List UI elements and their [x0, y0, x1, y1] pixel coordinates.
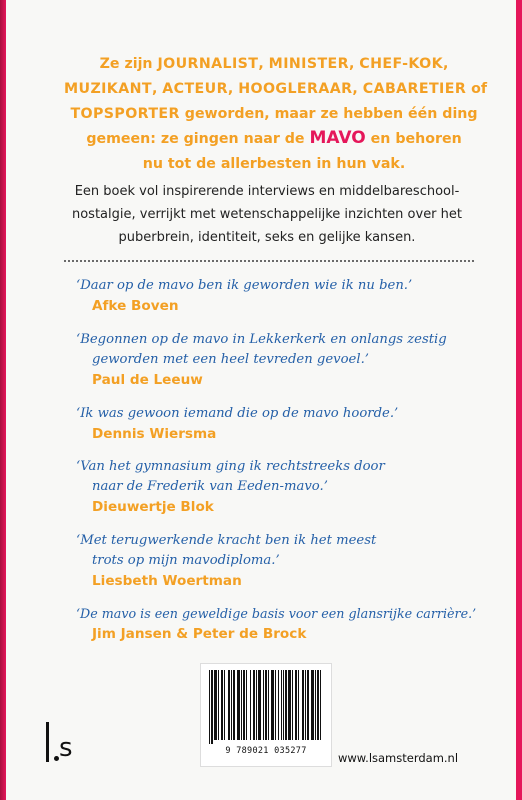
quote-block — [76, 276, 496, 316]
profession-chef-kok: CHEF-KOK — [359, 56, 444, 72]
separator: , — [151, 80, 163, 97]
quote-text: ‘Met terugwerkende kracht ben ik het meest — [76, 533, 377, 548]
quote-text: geworden met een heel tevreden gevoel.’ — [92, 352, 369, 367]
barcode-bars — [207, 670, 325, 744]
dotted-divider — [64, 260, 474, 262]
quote-block — [76, 457, 496, 517]
quote-text: ‘Van het gymnasium ging ik rechtstreeks door — [76, 459, 385, 474]
quote-text: trots op mijn mavodiploma.’ — [92, 553, 280, 568]
quote-author: Afke Boven — [92, 298, 179, 314]
profession-acteur: ACTEUR — [162, 80, 228, 97]
intro-line-1 — [64, 52, 484, 77]
intro-line-2 — [64, 77, 487, 102]
profession-journalist: JOURNALIST — [157, 56, 259, 72]
quote-block — [76, 330, 496, 390]
quote-text: ‘Ik was gewoon iemand die op de mavo hoorde.’ — [76, 406, 399, 421]
intro-text: geworden, maar ze hebben één ding — [179, 105, 478, 122]
quote-block — [76, 604, 496, 644]
intro-line-4 — [64, 126, 484, 152]
separator: , — [352, 80, 363, 97]
publisher-website: www.lsamsterdam.nl — [338, 751, 459, 765]
profession-hoogleraar: HOOGLERAAR — [238, 80, 353, 97]
publisher-logo — [38, 718, 78, 768]
intro-text: Ze zijn — [99, 56, 158, 72]
intro-line-3 — [64, 102, 484, 127]
quote-author: Liesbeth Woertman — [92, 573, 242, 589]
profession-topsporter: TOPSPORTER — [70, 105, 180, 122]
isbn-number: 9 789021 035277 — [225, 746, 307, 756]
book-description — [46, 180, 488, 249]
quote-text: ‘Begonnen op de mavo in Lekkerkerk en onlangs zestig — [76, 332, 447, 347]
profession-muzikant: MUZIKANT — [64, 80, 152, 97]
quote-text: ‘Daar op de mavo ben ik geworden wie ik nu ben.’ — [76, 278, 413, 293]
quote-author: Paul de Leeuw — [92, 372, 203, 388]
separator: , — [258, 56, 269, 72]
intro-text: en behoren — [365, 131, 462, 148]
intro-blurb — [64, 52, 487, 177]
quote-author: Dennis Wiersma — [92, 426, 217, 442]
separator: , — [227, 80, 239, 97]
description-line: puberbrein, identiteit, seks en gelijke kansen. — [118, 230, 416, 245]
profession-minister: MINISTER — [268, 56, 349, 72]
profession-cabaretier: CABARETIER — [362, 80, 467, 97]
separator: , — [348, 56, 360, 72]
intro-text: gemeen: ze gingen naar de — [86, 131, 310, 148]
mavo-highlight: MAVO — [309, 128, 366, 149]
quote-text: naar de Frederik van Eeden-mavo.’ — [92, 479, 328, 494]
separator: , — [443, 56, 449, 72]
description-line: nostalgie, verrijkt met wetenschappelijke inzichten over het — [71, 207, 462, 222]
logo-letter: s — [59, 733, 73, 763]
intro-line-5: nu tot de allerbesten in hun vak. — [142, 156, 406, 173]
quote-block — [76, 404, 496, 444]
intro-text: of — [466, 80, 487, 97]
barcode — [200, 663, 332, 767]
quote-block — [76, 531, 496, 591]
logo-bar — [46, 722, 49, 762]
quote-author: Dieuwertje Blok — [92, 499, 214, 515]
quote-text: ‘De mavo is een geweldige basis voor een glansrijke carrière.’ — [76, 606, 477, 621]
description-line: Een boek vol inspirerende interviews en middelbareschool- — [74, 184, 460, 199]
quote-author: Jim Jansen & Peter de Brock — [92, 626, 307, 642]
